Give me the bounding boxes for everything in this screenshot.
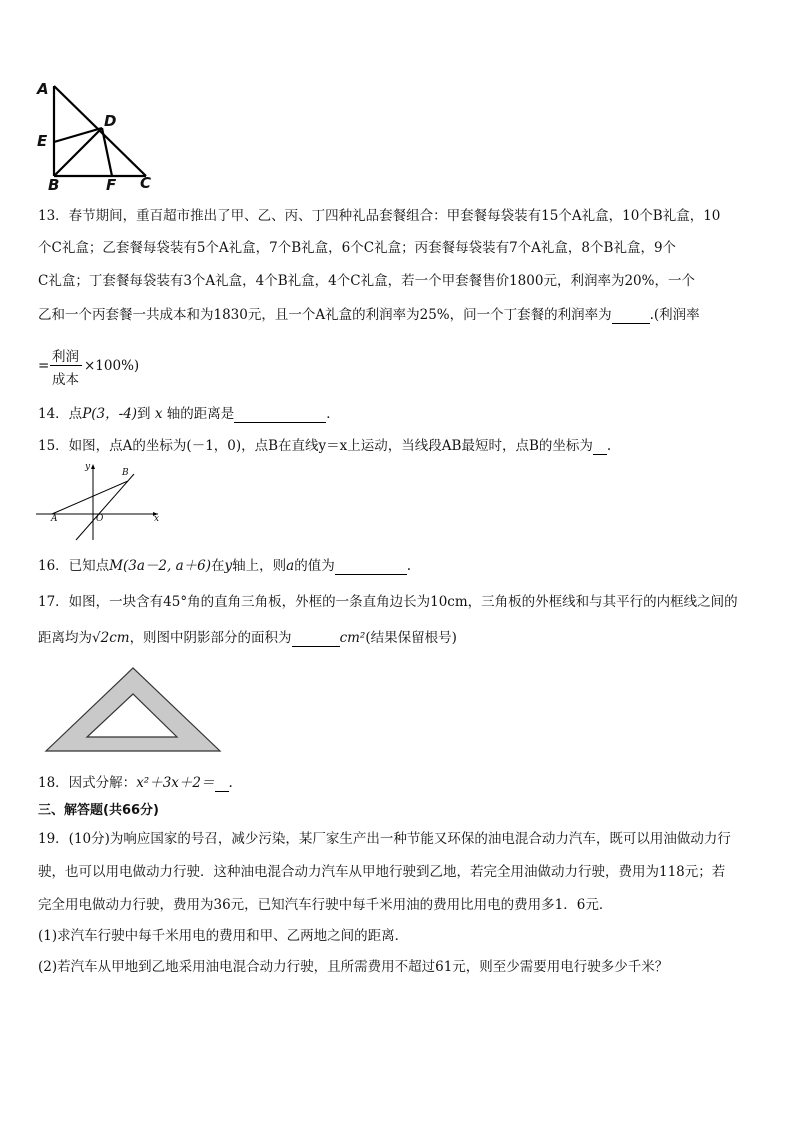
q16-post: 的值为 [294,558,335,574]
label-f: F [106,176,117,194]
q16-line [38,557,411,575]
q15-line [38,437,611,455]
q16-yaxis: y [224,558,233,574]
q15-end: . [606,438,612,454]
q17-line2-pre: 距离均为 [38,630,92,646]
q13-line4-tail: .(利润率 [649,307,700,323]
fig15-label-o: O [96,514,104,524]
coordinate-figure-q15 [36,460,166,544]
q16-pre: 16．已知点 [38,558,110,574]
q18-answer-blank[interactable] [215,777,229,792]
fig15-label-a: A [51,514,58,524]
q16-var: a [286,558,295,574]
fig15-label-b: B [122,468,129,478]
q18-expr: x²＋3x＋2＝ [136,775,215,791]
q14-line [38,405,340,423]
set-square-figure-q17 [44,666,224,754]
q17-line2-mid: ，则图中阴影部分的面积为 [129,630,292,646]
q18-pre: 18．因式分解： [38,775,137,791]
q17-answer-blank[interactable] [292,632,340,647]
q14-axis: x [154,406,163,422]
q17-sqrt: √2cm [92,630,130,646]
fig15-label-x: x [154,514,160,524]
label-d: D [104,112,117,130]
q14-point: P(3，-4) [82,406,138,422]
label-c: C [140,174,152,192]
formula-numerator: 利润 [52,349,79,365]
q18-line [38,774,233,792]
formula-fraction-bar [50,365,82,366]
q16-end: . [406,558,411,574]
q17-line1: 17．如图，一块含有45°角的直角三角板，外框的一条直角边长为10cm，三角板的外框线和与其平行的内框线之间的 [38,594,738,610]
q16-mid2: 轴上，则 [232,558,287,574]
label-b: B [48,176,60,194]
q19-line1: 19．(10分)为响应国家的号召，减少污染，某厂家生产出一种节能又环保的油电混合动力汽车，既可以用油做动力行 [38,831,731,847]
label-a: A [37,80,49,98]
q14-pre: 14．点 [38,406,83,422]
formula-denominator: 成本 [52,372,79,388]
q13-line4 [38,306,700,324]
q16-expr: M(3a－2, a＋6) [109,558,211,574]
set-square-diagram [44,666,224,754]
fig15-label-y: y [85,462,91,472]
q13-formula [38,345,178,389]
q13-line4-text: 乙和一个丙套餐一共成本和为1830元，且一个A礼盒的利润率为25%，问一个丁套餐的利润率为 [38,307,612,323]
q19-line2: 驶，也可以用电做动力行驶．这种油电混合动力汽车从甲地行驶到乙地，若完全用油做动力行驶，费用为118元；若 [38,864,726,880]
q13-line2: 个C礼盒；乙套餐每袋装有5个A礼盒，7个B礼盒，6个C礼盒；丙套餐每袋装有7个A礼盒，8个B礼盒，9个 [38,240,677,256]
q14-end: ． [326,406,340,422]
q17-line2 [38,629,457,647]
q14-answer-blank[interactable] [234,408,326,423]
q16-answer-blank[interactable] [335,560,407,575]
q17-unit: cm² [339,630,366,646]
q13-line1: 13．春节期间，重百超市推出了甲、乙、丙、丁四种礼品套餐组合：甲套餐每袋装有15个A礼盒，10个B礼盒，10 [38,208,721,224]
q13-answer-blank[interactable] [612,309,650,324]
q19-sub1: (1)求汽车行驶中每千米用电的费用和甲、乙两地之间的距离． [38,928,409,944]
q14-mid: 到 [137,406,151,422]
label-e: E [37,132,48,150]
coordinate-plane-diagram [36,460,166,544]
q14-post: 轴的距离是 [166,406,235,422]
triangle-figure-q12 [34,80,164,195]
q18-end: . [228,775,233,791]
formula-equals: = [38,358,50,374]
section-3-title: 三、解答题(共66分) [38,803,159,818]
q13-line3: C礼盒；丁套餐每袋装有3个A礼盒，4个B礼盒，4个C礼盒，若一个甲套餐售价1800元，利润率为20%，一个 [38,273,695,289]
q17-line2-post: (结果保留根号) [365,630,457,646]
q16-mid1: 在 [211,558,225,574]
q19-sub2: (2)若汽车从甲地到乙地采用油电混合动力行驶，且所需费用不超过61元，则至少需要用电行驶多少千米？ [38,959,669,975]
q15-answer-blank[interactable] [593,440,607,455]
q19-line3: 完全用电做动力行驶，费用为36元，已知汽车行驶中每千米用油的费用比用电的费用多1．6元． [38,897,613,913]
formula-tail: ×100%) [84,358,140,374]
q15-text: 15．如图，点A的坐标为(－1，0)，点B在直线y＝x上运动，当线段AB最短时，点B的坐标为 [38,438,593,454]
